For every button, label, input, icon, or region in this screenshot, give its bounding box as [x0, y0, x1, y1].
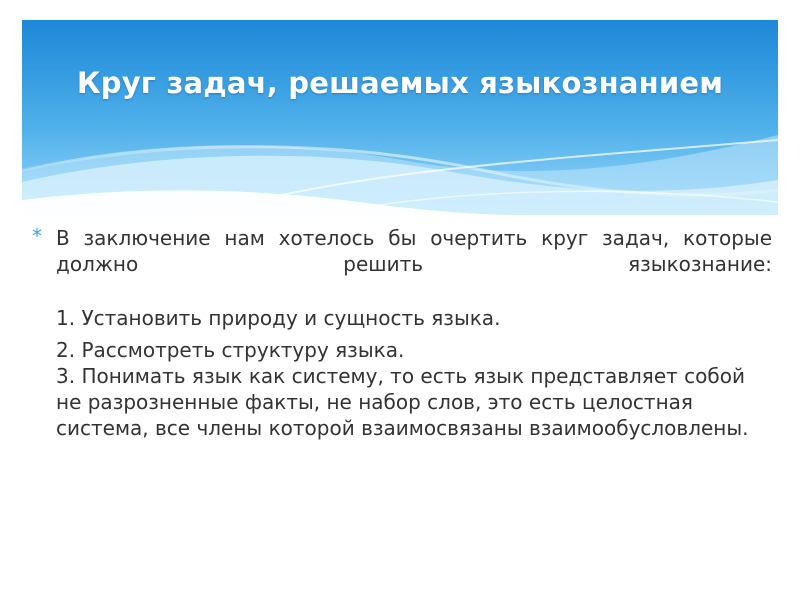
intro-text: В заключение нам хотелось бы очертить круг задач, которые должно решить языкознание: — [56, 226, 772, 276]
slide-title: Круг задач, решаемых языкознанием — [76, 66, 724, 100]
wave-banner-graphic — [22, 20, 778, 215]
bullet-icon: * — [32, 224, 42, 248]
bullet-item — [32, 225, 772, 441]
point-1: 1. Установить природу и сущность языка. — [56, 306, 501, 330]
slide-body — [32, 225, 772, 441]
title-banner — [22, 20, 778, 215]
point-3: 3. Понимать язык как систему, то есть язык представляет собой не разрозненные факты, не набор слов, это есть целостная система, все члены которой взаимосвязаны взаимообусловлены. — [56, 364, 749, 440]
point-2: 2. Рассмотреть структуру языка. — [56, 338, 405, 362]
